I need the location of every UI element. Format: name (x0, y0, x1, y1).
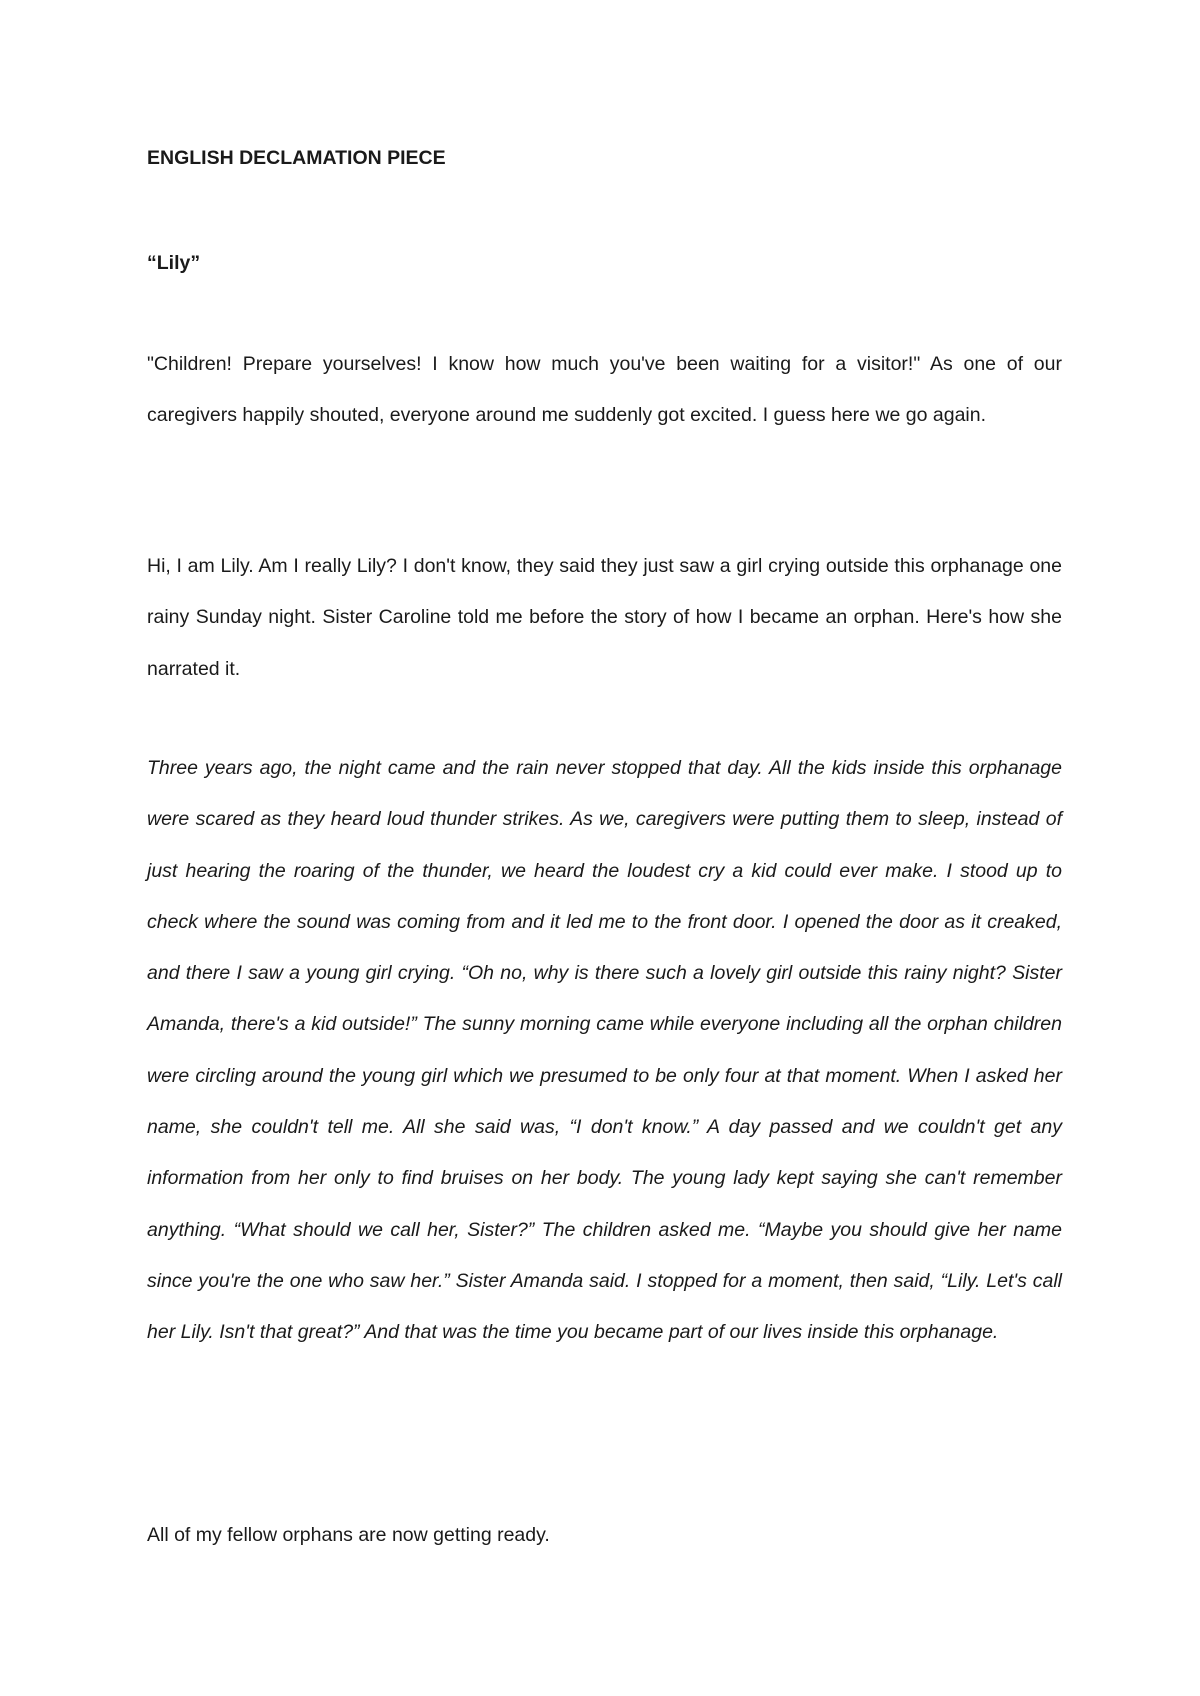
document-title: ENGLISH DECLAMATION PIECE (147, 147, 446, 169)
document-subtitle: “Lily” (147, 252, 201, 274)
paragraph-opening: "Children! Prepare yourselves! I know how much you've been waiting for a visitor!" As one of our caregivers happily shouted, everyone around me suddenly got excited. I guess here we go again. (147, 353, 1062, 427)
paragraph-closing: All of my fellow orphans are now getting ready. (147, 1524, 550, 1546)
paragraph-introduction: Hi, I am Lily. Am I really Lily? I don't know, they said they just saw a girl crying outside this orphanage one rainy Sunday night. Sister Caroline told me before the story of how I became an orphan. Here's how she narrated it. (147, 555, 1062, 680)
paragraph-narration: Three years ago, the night came and the rain never stopped that day. All the kids inside this orphanage were scared as they heard loud thunder strikes. As we, caregivers were putting them to sleep, instead of just hearing the roaring of the thunder, we heard the loudest cry a kid could ever make. I stood up to check where the sound was coming from and it led me to the front door. I opened the door as it creaked, and there I saw a young girl crying. “Oh no, why is there such a lovely girl outside this rainy night? Sister Amanda, there's a kid outside!” The sunny morning came while everyone including all the orphan children were circling around the young girl which we presumed to be only four at that moment. When I asked her name, she couldn't tell me. All she said was, “I don't know.” A day passed and we couldn't get any information from her only to find bruises on her body. The young lady kept saying she can't remember anything. “What should we call her, Sister?” The children asked me. “Maybe you should give her name since you're the one who saw her.” Sister Amanda said. I stopped for a moment, then said, “Lily. Let's call her Lily. Isn't that great?” And that was the time you became part of our lives inside this orphanage. (147, 757, 1062, 1344)
